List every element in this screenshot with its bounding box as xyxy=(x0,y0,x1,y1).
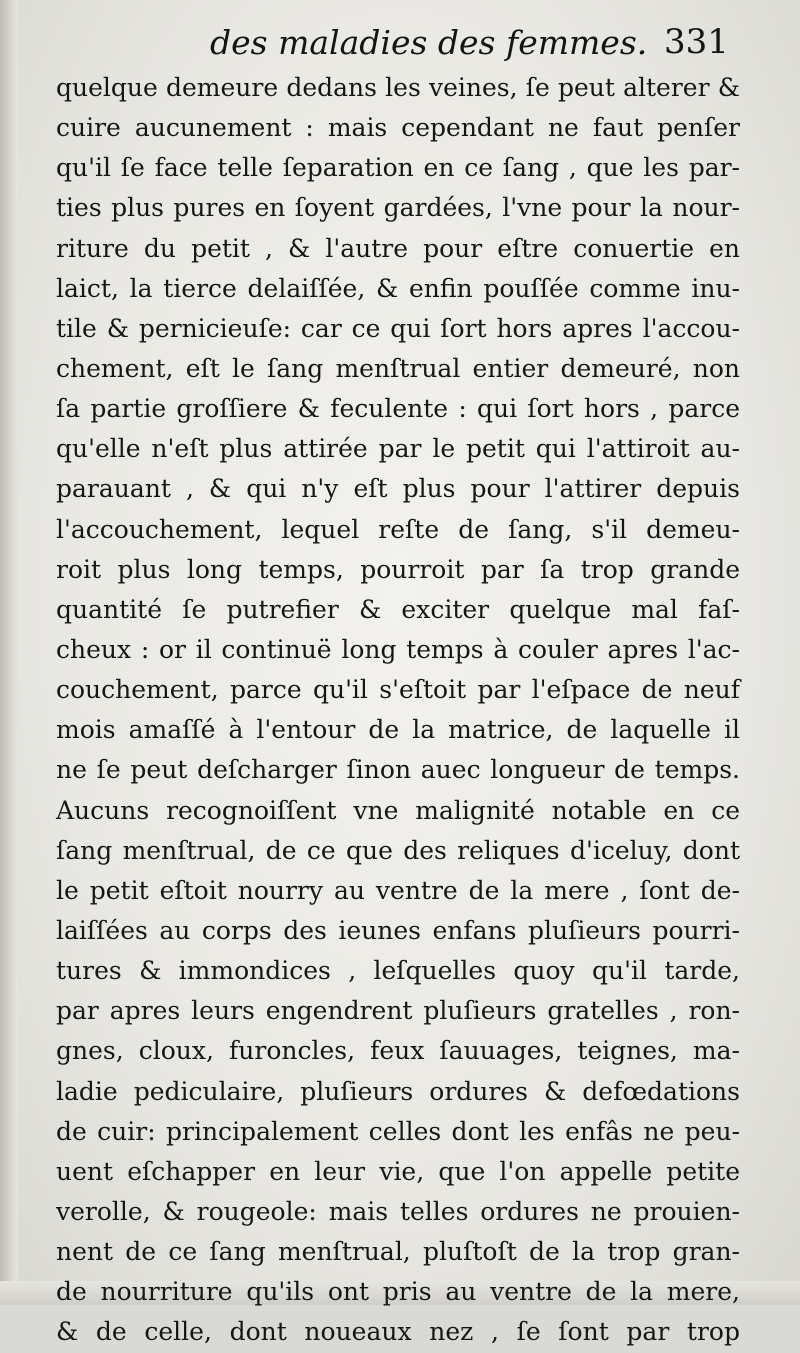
text-line: cuire aucunement : mais cependant ne faut penſer xyxy=(56,113,740,143)
text-line: par apres leurs engendrent pluſieurs gratelles , ron- xyxy=(56,996,740,1026)
text-line: nent de ce ſang menſtrual, pluſtoſt de la trop gran- xyxy=(56,1237,740,1267)
page-number: 331 xyxy=(664,22,729,62)
text-line: l'accouchement, lequel reſte de ſang, s'il demeu- xyxy=(56,514,740,544)
text-line: & de celle, dont noueaux nez , ſe ſont par trop xyxy=(56,1317,740,1347)
text-line: ſang menſtrual, de ce que des reliques d'iceluy, dont xyxy=(56,835,740,865)
text-line: roit plus long temps, pourroit par ſa trop grande xyxy=(56,554,740,584)
text-line: quelque demeure dedans les veines, ſe peut alterer & xyxy=(56,73,740,102)
text-line: verolle, & rougeole: mais telles ordures ne prouien- xyxy=(56,1196,740,1226)
text-line: ſa partie groſſiere & feculente : qui ſort hors , parce xyxy=(56,394,740,424)
text-line: gnes, cloux, furoncles, feux ſauuages, teignes, ma- xyxy=(56,1036,740,1066)
text-line: uent eſchapper en leur vie, que l'on appelle petite xyxy=(56,1156,740,1186)
text-line: chement, eſt le ſang menſtrual entier demeuré, non xyxy=(56,353,740,383)
text-line: parauant , & qui n'y eſt plus pour l'attirer depuis xyxy=(56,474,740,504)
text-line: Aucuns recognoiſſent vne malignité notable en ce xyxy=(56,795,740,825)
text-line: riture du petit , & l'autre pour eſtre conuertie en xyxy=(56,233,740,263)
text-line: ne ſe peut deſcharger ſinon auec longueur de temps. xyxy=(56,755,740,785)
text-line: ties plus pures en ſoyent gardées, l'vne pour la nour- xyxy=(56,193,740,223)
text-line: le petit eſtoit nourry au ventre de la mere , ſont de- xyxy=(56,875,740,905)
text-line: de nourriture qu'ils ont pris au ventre de la mere, xyxy=(56,1277,740,1307)
text-line: mois amaſſé à l'entour de la matrice, de laquelle il xyxy=(56,715,740,745)
text-line: laict, la tierce delaiſſée, & enfin pouſſée comme inu- xyxy=(56,273,740,303)
text-line: quantité ſe putrefier & exciter quelque mal faſ- xyxy=(56,594,740,624)
text-line: tures & immondices , leſquelles quoy qu'il tarde, xyxy=(56,956,740,986)
body-text xyxy=(56,68,740,1353)
text-line: de cuir: principalement celles dont les enfâs ne peu- xyxy=(56,1116,740,1146)
text-line: cheux : or il continuë long temps à couler apres l'ac- xyxy=(56,634,740,664)
text-line: qu'il ſe face telle ſeparation en ce ſang , que les par- xyxy=(56,153,740,183)
text-line: tile & pernicieuſe: car ce qui ſort hors apres l'accou- xyxy=(56,313,740,343)
text-line: qu'elle n'eſt plus attirée par le petit qui l'attiroit au- xyxy=(56,434,740,464)
text-line: couchement, parce qu'il s'eſtoit par l'eſpace de neuf xyxy=(56,675,740,705)
running-head: des maladies des femmes. xyxy=(210,22,648,62)
text-line: laiſſées au corps des ieunes enfans pluſieurs pourri- xyxy=(56,915,740,945)
text-line: ladie pediculaire, pluſieurs ordures & defœdations xyxy=(56,1076,740,1106)
page-gutter-shadow xyxy=(0,0,18,1305)
